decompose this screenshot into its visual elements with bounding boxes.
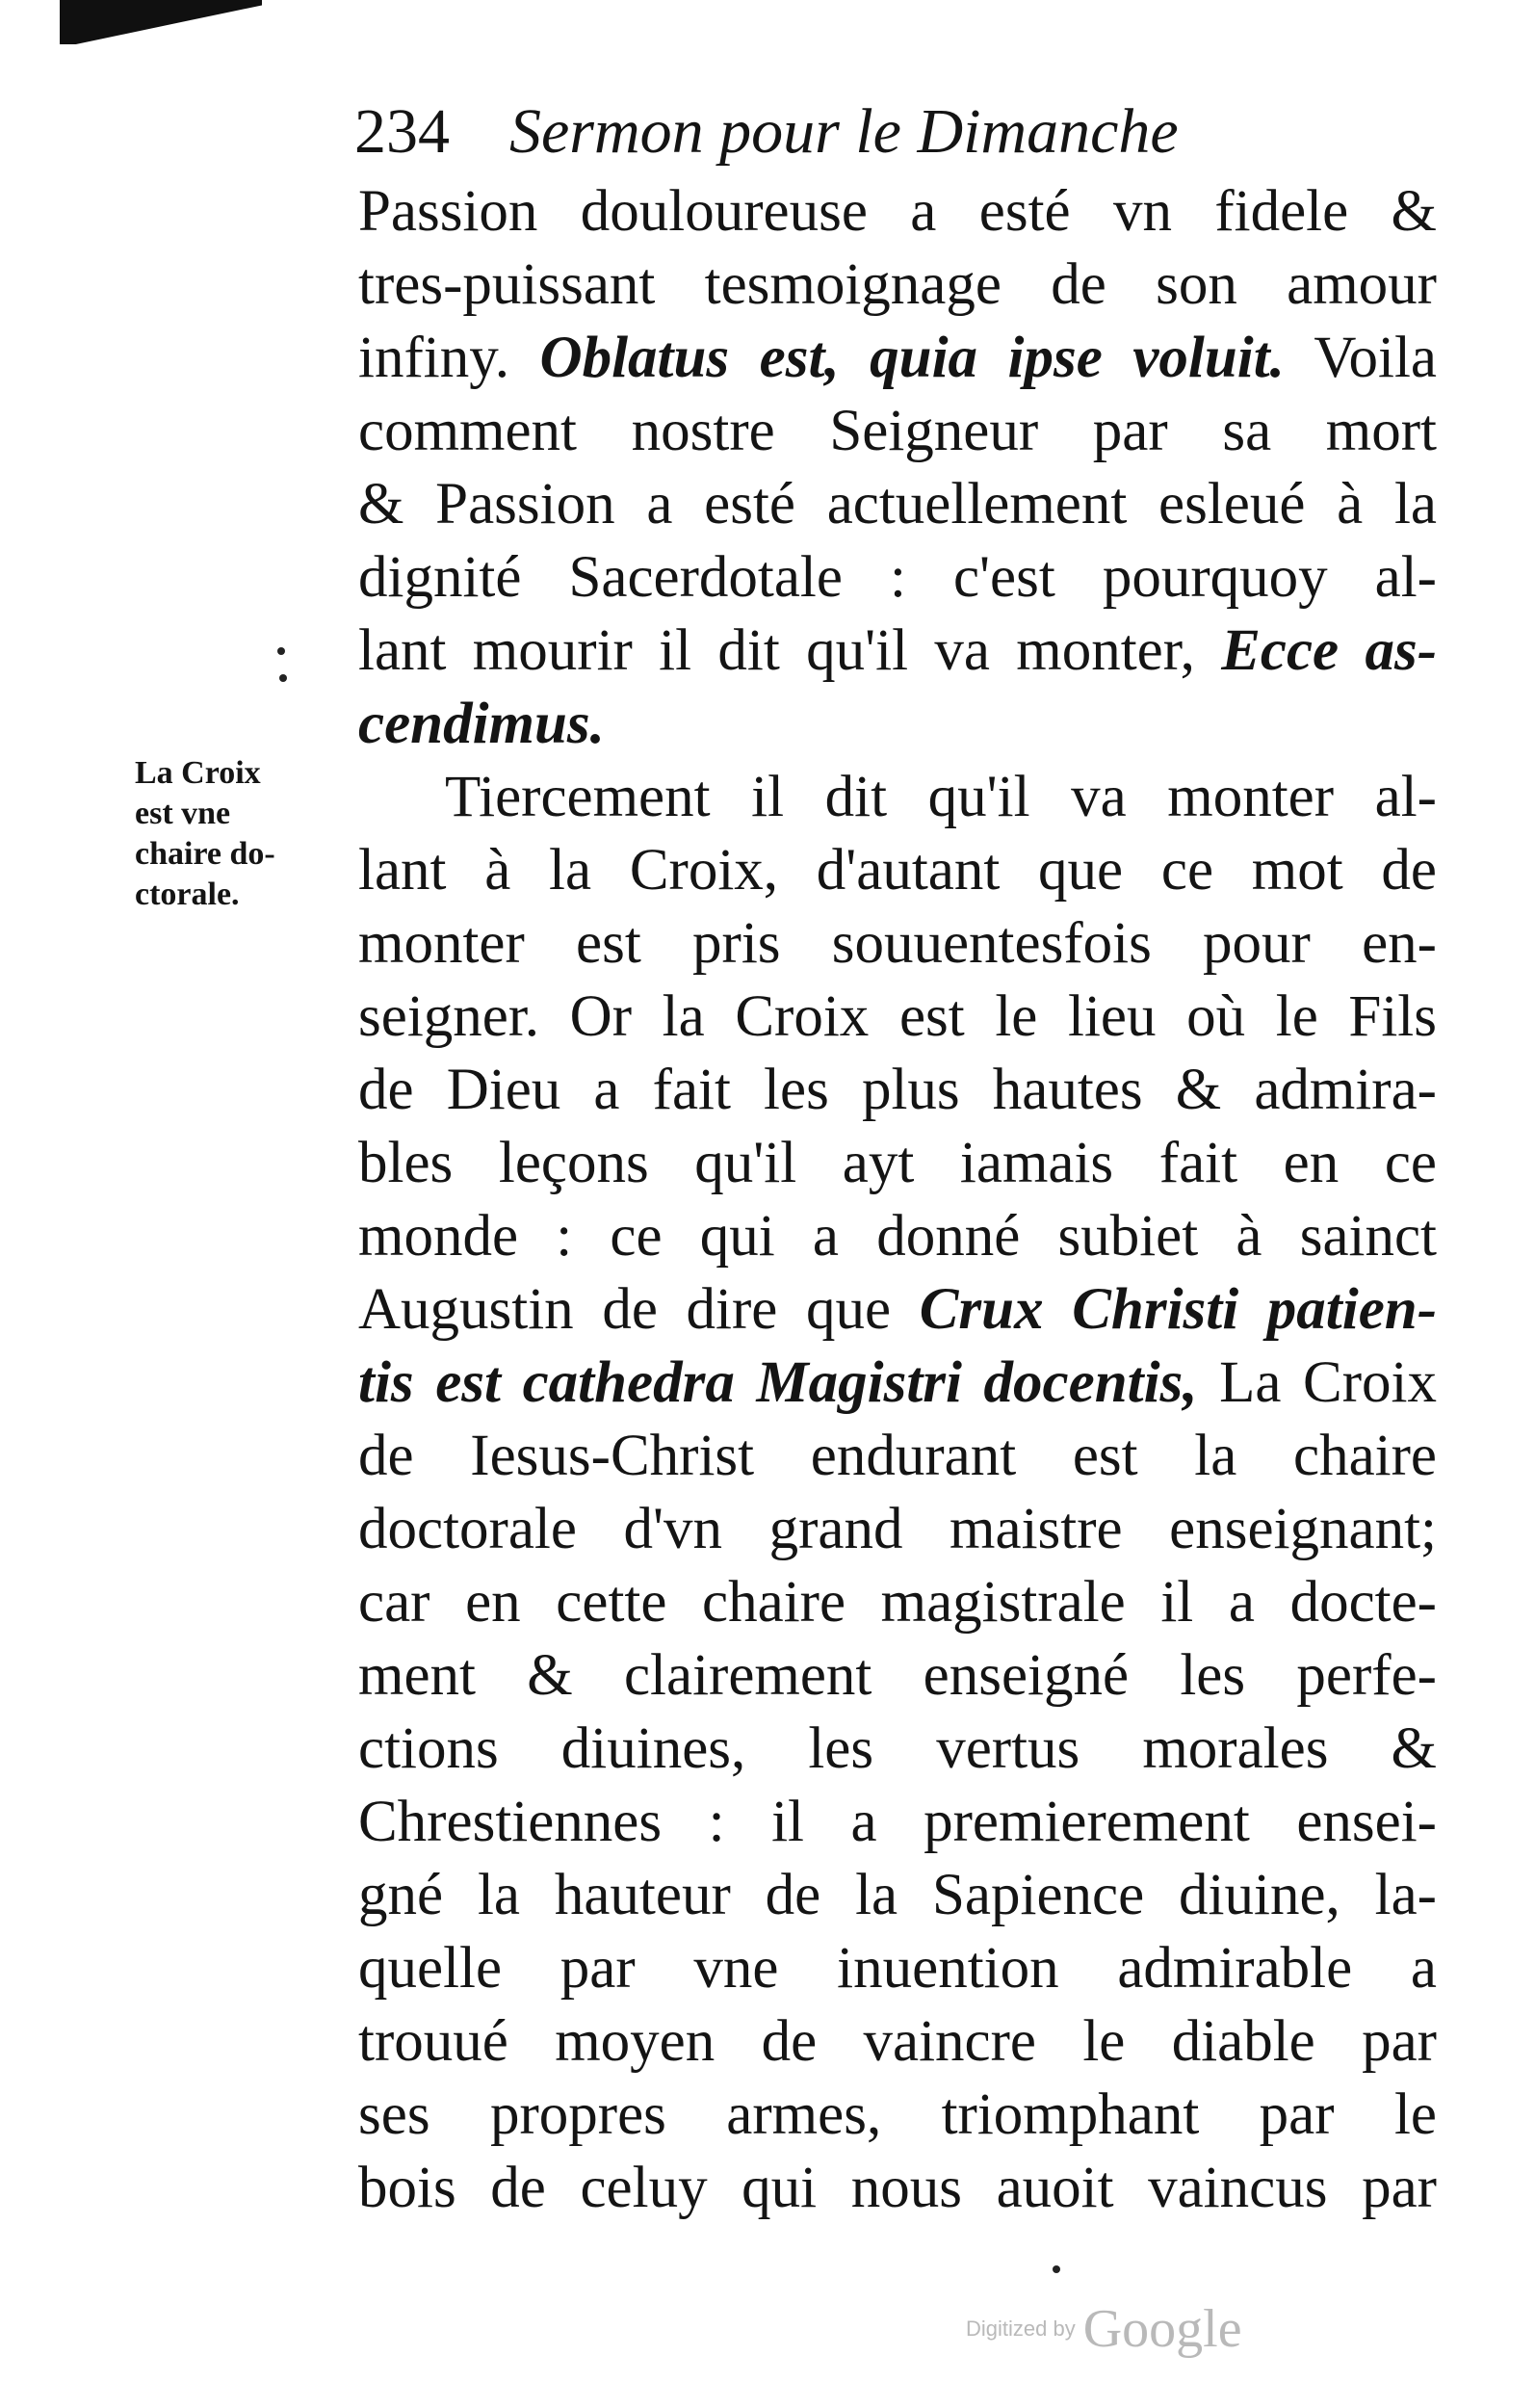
text-line: & Passion a esté actuellement esleué à la (358, 472, 1437, 537)
text-line: dignité Sacerdotale : c'est pourquoy al- (358, 545, 1437, 610)
text-line: monter est pris souuentesfois pour en- (358, 911, 1437, 976)
text-line: bois de celuy qui nous auoit vaincus par (358, 2156, 1437, 2220)
text-line: doctorale d'vn grand maistre enseignant; (358, 1497, 1437, 1561)
body-text (358, 175, 1437, 2225)
margin-note (135, 753, 327, 915)
latin-quote: Crux Christi patien- (919, 1277, 1437, 1342)
scan-edge-mark (60, 0, 262, 44)
margin-note-line: est vne (135, 796, 231, 831)
text-line: de Iesus-Christ endurant est la chaire (358, 1424, 1437, 1488)
text-line: Chrestiennes : il a premierement ensei- (358, 1790, 1437, 1854)
running-header (354, 89, 1317, 175)
watermark-brand: Google (1082, 2299, 1242, 2359)
text-line: ses propres armes, triomphant par le (358, 2082, 1437, 2147)
text-segment: lant mourir il dit qu'il va monter, (358, 618, 1195, 683)
text-line: quelle par vne inuention admirable a (358, 1936, 1437, 2001)
text-line: gné la hauteur de la Sapience diuine, la- (358, 1863, 1437, 1927)
ink-speck (279, 674, 287, 682)
ink-speck (1053, 2265, 1060, 2273)
latin-quote: Ecce as- (1221, 618, 1437, 683)
text-segment: Voila (1314, 326, 1437, 390)
text-line: de Dieu a fait les plus hautes & admira- (358, 1058, 1437, 1122)
text-line (358, 1273, 1437, 1347)
margin-note-line: chaire do- (135, 836, 275, 872)
page-number: 234 (354, 96, 450, 167)
text-line: car en cette chaire magistrale il a docte- (358, 1570, 1437, 1635)
text-line: comment nostre Seigneur par sa mort (358, 399, 1437, 463)
text-line (358, 615, 1437, 688)
text-line: Tiercement il dit qu'il va monter al- (445, 765, 1437, 829)
text-line (358, 1347, 1437, 1420)
text-line (358, 688, 1437, 761)
latin-quote: Oblatus est, quia ipse voluit. (539, 326, 1285, 390)
text-line: seigner. Or la Croix est le lieu où le Fils (358, 984, 1437, 1049)
text-line: ment & clairement enseigné les perfe- (358, 1643, 1437, 1708)
ink-speck (277, 647, 285, 655)
margin-note-line: La Croix (135, 755, 261, 791)
text-line (358, 322, 1437, 395)
text-line: tres-puissant tesmoignage de son amour (358, 252, 1437, 317)
text-line: bles leçons qu'il ayt iamais fait en ce (358, 1131, 1437, 1195)
text-line: ctions diuines, les vertus morales & (358, 1716, 1437, 1781)
text-line: monde : ce qui a donné subiet à sainct (358, 1204, 1437, 1269)
latin-quote: cendimus. (358, 692, 605, 756)
text-line: lant à la Croix, d'autant que ce mot de (358, 838, 1437, 903)
text-segment: La Croix (1219, 1350, 1437, 1415)
running-title: Sermon pour le Dimanche (509, 96, 1179, 167)
margin-note-line: ctorale. (135, 877, 240, 912)
latin-quote: tis est cathedra Magistri docentis, (358, 1350, 1198, 1415)
google-watermark (966, 2298, 1313, 2366)
text-segment: Augustin de dire que (358, 1277, 892, 1342)
watermark-prefix: Digitized by (966, 2316, 1076, 2341)
text-segment: infiny. (358, 326, 509, 390)
text-line: Passion douloureuse a esté vn fidele & (358, 179, 1437, 244)
text-line: trouué moyen de vaincre le diable par (358, 2009, 1437, 2074)
